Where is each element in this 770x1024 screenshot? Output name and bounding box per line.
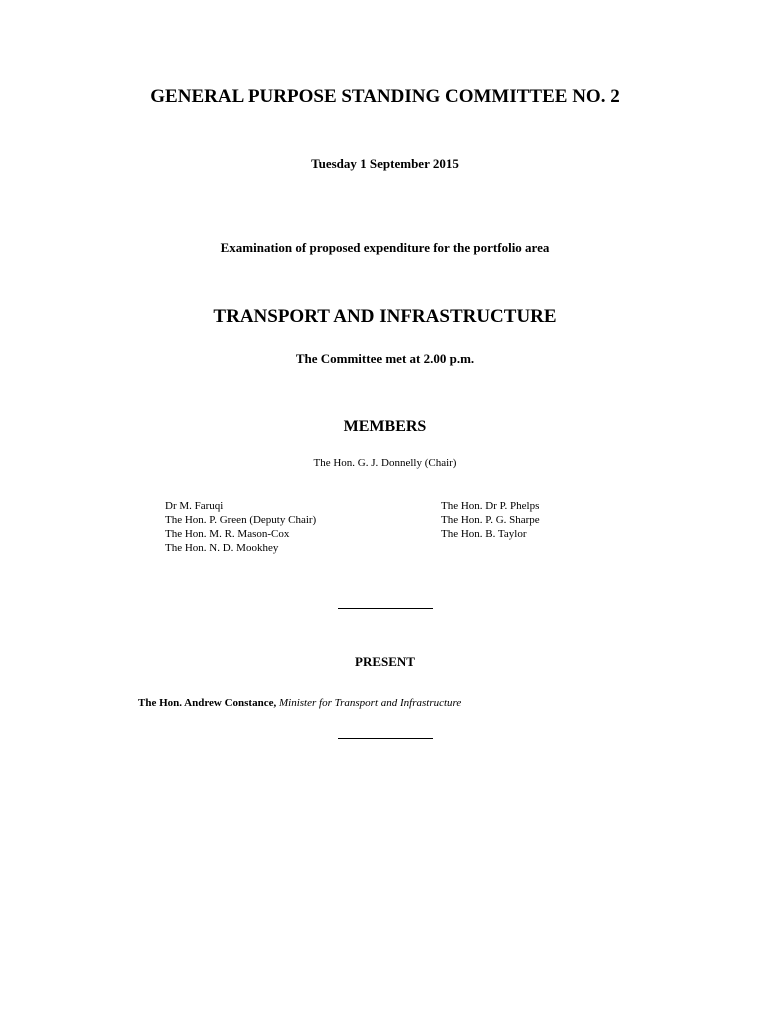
- member-name: The Hon. P. G. Sharpe: [441, 514, 540, 526]
- member-name: The Hon. M. R. Mason-Cox: [165, 528, 290, 540]
- attendee-name: The Hon. Andrew Constance,: [138, 697, 277, 709]
- present-heading: PRESENT: [355, 654, 415, 669]
- section-divider: [338, 738, 433, 739]
- members-heading: MEMBERS: [343, 418, 427, 435]
- attendee-role: Minister for Transport and Infrastructure: [278, 697, 462, 709]
- hearing-date: Tuesday 1 September 2015: [311, 156, 459, 171]
- members-right-column: [441, 499, 540, 541]
- member-name: The Hon. Dr P. Phelps: [441, 500, 540, 512]
- committee-title: GENERAL PURPOSE STANDING COMMITTEE NO. 2: [150, 86, 620, 107]
- present-attendee: [138, 697, 461, 709]
- meeting-time: The Committee met at 2.00 p.m.: [295, 351, 475, 366]
- section-divider: [338, 608, 433, 609]
- portfolio-title: TRANSPORT AND INFRASTRUCTURE: [213, 306, 557, 327]
- members-left-column: [165, 499, 316, 555]
- member-name: Dr M. Faruqi: [165, 500, 224, 512]
- member-name: The Hon. N. D. Mookhey: [165, 542, 279, 554]
- examination-line: Examination of proposed expenditure for the portfolio area: [220, 240, 550, 255]
- committee-chair: The Hon. G. J. Donnelly (Chair): [313, 457, 457, 469]
- member-name: The Hon. P. Green (Deputy Chair): [165, 514, 317, 526]
- member-name: The Hon. B. Taylor: [441, 528, 527, 540]
